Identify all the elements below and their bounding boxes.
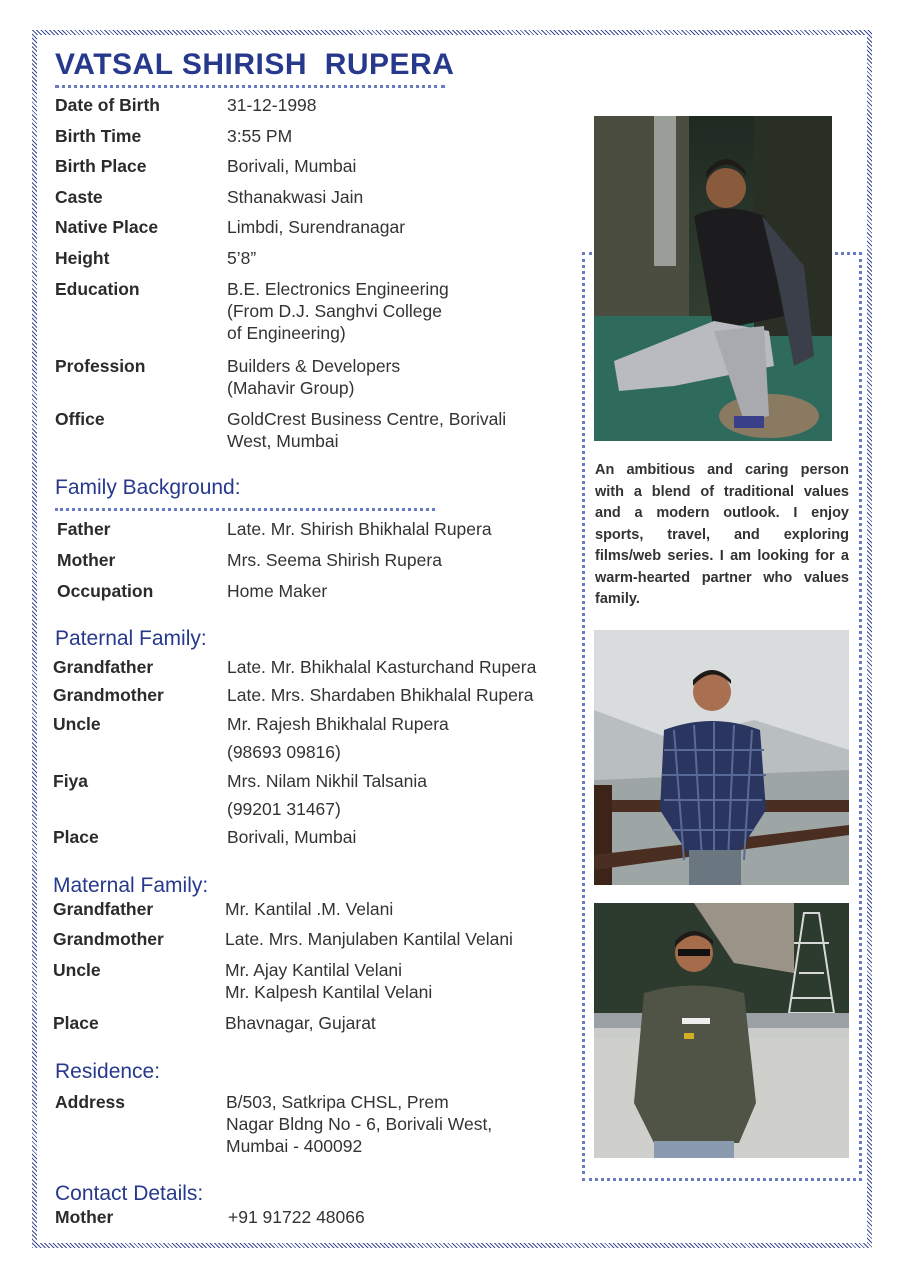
birth-place-value: Borivali, Mumbai: [227, 156, 357, 176]
address-line3: Mumbai - 400092: [226, 1136, 363, 1156]
paternal-family-heading: Paternal Family:: [55, 627, 207, 650]
maternal-family-heading: Maternal Family:: [53, 874, 209, 897]
native-place-label: Native Place: [55, 217, 159, 237]
education-value-line1: B.E. Electronics Engineering: [227, 279, 449, 299]
office-value-line1: GoldCrest Business Centre, Borivali: [227, 409, 507, 429]
address-line2: Nagar Bldng No - 6, Borivali West,: [226, 1114, 493, 1134]
maternal-grandmother-label: Grandmother: [53, 929, 164, 949]
about-text: An ambitious and caring person with a blend of traditional values and a modern outlook. I enjoy sports, travel, and exploring films/web series. I am looking for a warm-hearted partner who values family.: [595, 462, 849, 607]
dob-value: 31-12-1998: [227, 95, 317, 115]
mother-label: Mother: [57, 550, 116, 570]
maternal-uncle-label: Uncle: [53, 960, 101, 980]
profession-label: Profession: [55, 356, 146, 376]
profile-photo-2: [594, 630, 849, 885]
contact-mother-phone: +91 91722 48066: [228, 1207, 365, 1227]
family-background-heading: Family Background:: [55, 476, 241, 499]
height-value: 5’8”: [227, 248, 257, 268]
paternal-grandfather-label: Grandfather: [53, 657, 154, 677]
education-value-line3: of Engineering): [227, 323, 346, 343]
address-line1: B/503, Satkripa CHSL, Prem: [226, 1092, 449, 1112]
maternal-grandfather-value: Mr. Kantilal .M. Velani: [225, 899, 394, 919]
caste-label: Caste: [55, 187, 103, 207]
maternal-grandmother-value: Late. Mrs. Manjulaben Kantilal Velani: [225, 929, 513, 949]
title-divider: [55, 85, 445, 88]
candidate-name: VATSAL SHIRISH RUPERA: [55, 48, 455, 81]
maternal-uncle-value-line1: Mr. Ajay Kantilal Velani: [225, 960, 403, 980]
birth-time-label: Birth Time: [55, 126, 142, 146]
father-value: Late. Mr. Shirish Bhikhalal Rupera: [227, 519, 492, 539]
office-label: Office: [55, 409, 105, 429]
height-label: Height: [55, 248, 110, 268]
paternal-place-value: Borivali, Mumbai: [227, 827, 357, 847]
maternal-uncle-value-line2: Mr. Kalpesh Kantilal Velani: [225, 982, 433, 1002]
maternal-place-label: Place: [53, 1013, 99, 1033]
education-label: Education: [55, 279, 140, 299]
contact-heading: Contact Details:: [55, 1182, 204, 1205]
profile-photo-1: [594, 116, 832, 441]
family-background-divider: [55, 508, 435, 511]
native-place-value: Limbdi, Surendranagar: [227, 217, 406, 237]
maternal-place-value: Bhavnagar, Gujarat: [225, 1013, 376, 1033]
maternal-grandfather-label: Grandfather: [53, 899, 154, 919]
fiya-value: Mrs. Nilam Nikhil Talsania: [227, 771, 428, 791]
residence-heading: Residence:: [55, 1060, 161, 1083]
paternal-place-label: Place: [53, 827, 99, 847]
paternal-grandmother-value: Late. Mrs. Shardaben Bhikhalal Rupera: [227, 685, 534, 705]
dob-label: Date of Birth: [55, 95, 160, 115]
contact-mother-label: Mother: [55, 1207, 114, 1227]
paternal-uncle-value: Mr. Rajesh Bhikhalal Rupera: [227, 714, 449, 734]
paternal-grandfather-value: Late. Mr. Bhikhalal Kasturchand Rupera: [227, 657, 537, 677]
fiya-phone: (99201 31467): [227, 799, 341, 819]
father-label: Father: [57, 519, 111, 539]
birth-place-label: Birth Place: [55, 156, 147, 176]
fiya-label: Fiya: [53, 771, 89, 791]
occupation-value: Home Maker: [227, 581, 328, 601]
office-value-line2: West, Mumbai: [227, 431, 339, 451]
profession-value-line1: Builders & Developers: [227, 356, 401, 376]
mother-value: Mrs. Seema Shirish Rupera: [227, 550, 442, 570]
birth-time-value: 3:55 PM: [227, 126, 293, 146]
paternal-uncle-label: Uncle: [53, 714, 101, 734]
paternal-uncle-phone: (98693 09816): [227, 742, 341, 762]
paternal-grandmother-label: Grandmother: [53, 685, 164, 705]
occupation-label: Occupation: [57, 581, 154, 601]
address-label: Address: [55, 1092, 126, 1112]
profession-value-line2: (Mahavir Group): [227, 378, 355, 398]
education-value-line2: (From D.J. Sanghvi College: [227, 301, 442, 321]
profile-photo-3: [594, 903, 849, 1158]
caste-value: Sthanakwasi Jain: [227, 187, 364, 207]
